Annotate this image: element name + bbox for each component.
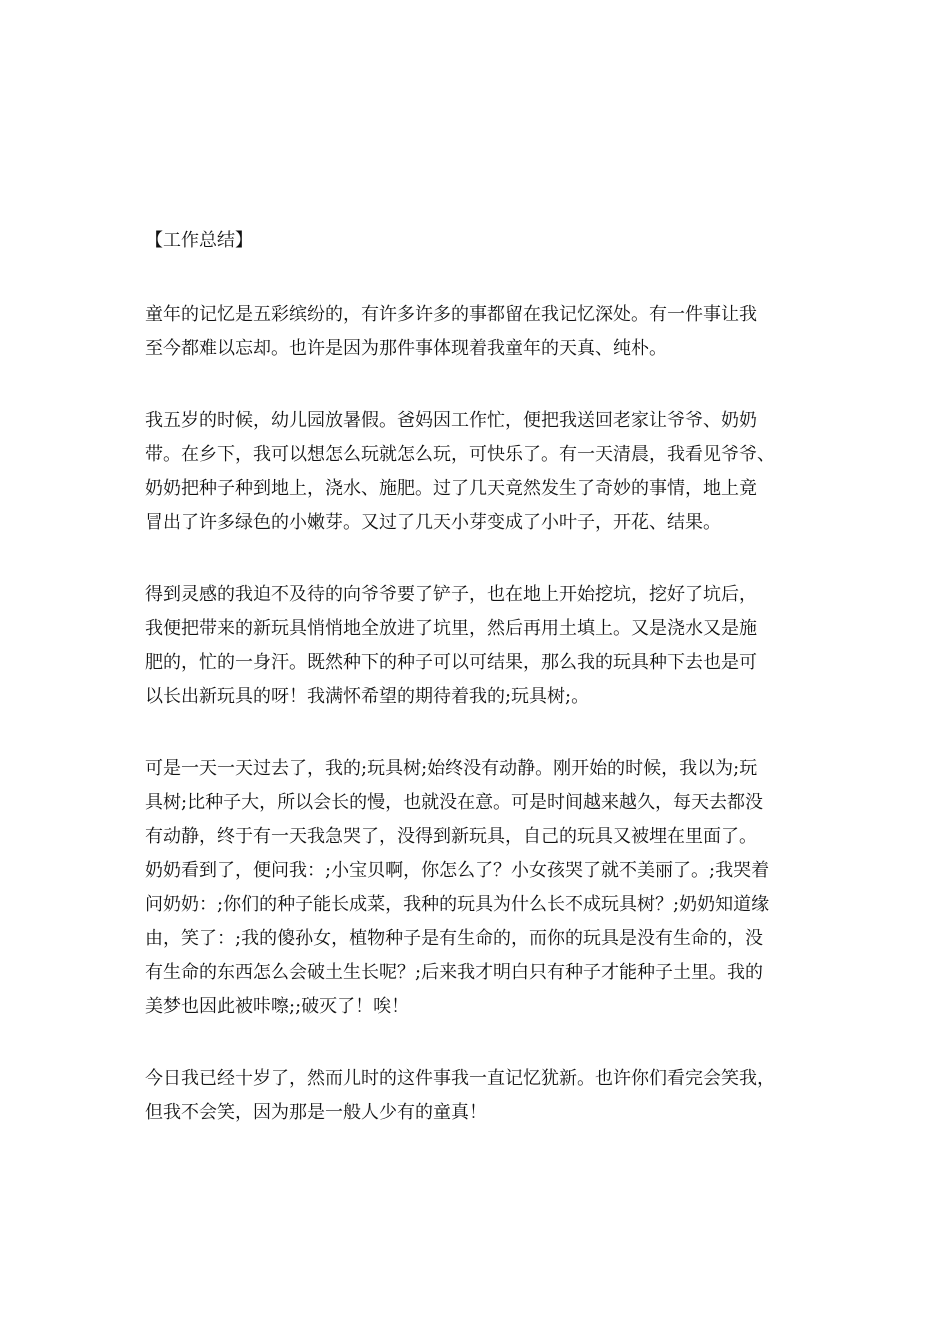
paragraph-4: [145, 752, 810, 1024]
paragraph-line: 由，笑了：;我的傻孙女，植物种子是有生命的，而你的玩具是没有生命的，没: [145, 928, 764, 949]
paragraph-5: [145, 1062, 810, 1130]
paragraph-line: 我便把带来的新玩具悄悄地全放进了坑里，然后再用土填上。又是浇水又是施: [145, 618, 757, 639]
paragraph-line: 问奶奶：;你们的种子能长成菜，我种的玩具为什么长不成玩具树？;奶奶知道缘: [145, 894, 770, 915]
paragraph-line: 可是一天一天过去了，我的;玩具树;始终没有动静。刚开始的时候，我以为;玩: [145, 758, 758, 779]
paragraph-line: 至今都难以忘却。也许是因为那件事体现着我童年的天真、纯朴。: [145, 338, 667, 359]
paragraph-line: 童年的记忆是五彩缤纷的，有许多许多的事都留在我记忆深处。有一件事让我: [145, 304, 757, 325]
paragraph-line: 具树;比种子大，所以会长的慢，也就没在意。可是时间越来越久，每天去都没: [145, 792, 764, 813]
paragraph-line: 有生命的东西怎么会破土生长呢？;后来我才明白只有种子才能种子土里。我的: [145, 962, 764, 983]
paragraph-line: 有动静，终于有一天我急哭了，没得到新玩具，自己的玩具又被埋在里面了。: [145, 826, 757, 847]
paragraph-1: [145, 298, 810, 366]
paragraph-2: [145, 404, 810, 540]
paragraph-line: 带。在乡下，我可以想怎么玩就怎么玩，可快乐了。有一天清晨，我看见爷爷、: [145, 444, 775, 465]
paragraph-line: 肥的，忙的一身汗。既然种下的种子可以可结果，那么我的玩具种下去也是可: [145, 652, 757, 673]
paragraph-line: 今日我已经十岁了，然而儿时的这件事我一直记忆犹新。也许你们看完会笑我，: [145, 1068, 775, 1089]
paragraph-line: 得到灵感的我迫不及待的向爷爷要了铲子，也在地上开始挖坑，挖好了坑后，: [145, 584, 757, 605]
paragraph-line: 我五岁的时候，幼儿园放暑假。爸妈因工作忙，便把我送回老家让爷爷、奶奶: [145, 410, 757, 431]
paragraph-line: 奶奶把种子种到地上，浇水、施肥。过了几天竟然发生了奇妙的事情，地上竟: [145, 478, 757, 499]
paragraph-line: 奶奶看到了，便问我：;小宝贝啊，你怎么了？小女孩哭了就不美丽了。;我哭着: [145, 860, 770, 881]
paragraph-line: 但我不会笑，因为那是一般人少有的童真！: [145, 1102, 487, 1123]
document-body: [145, 228, 810, 1168]
paragraph-line: 美梦也因此被咔嚓;;破灭了！唉！: [145, 996, 410, 1017]
paragraph-3: [145, 578, 810, 714]
document-heading: 【工作总结】: [145, 230, 253, 251]
paragraph-line: 冒出了许多绿色的小嫩芽。又过了几天小芽变成了小叶子，开花、结果。: [145, 512, 721, 533]
paragraph-line: 以长出新玩具的呀！我满怀希望的期待着我的;玩具树;。: [145, 686, 590, 707]
